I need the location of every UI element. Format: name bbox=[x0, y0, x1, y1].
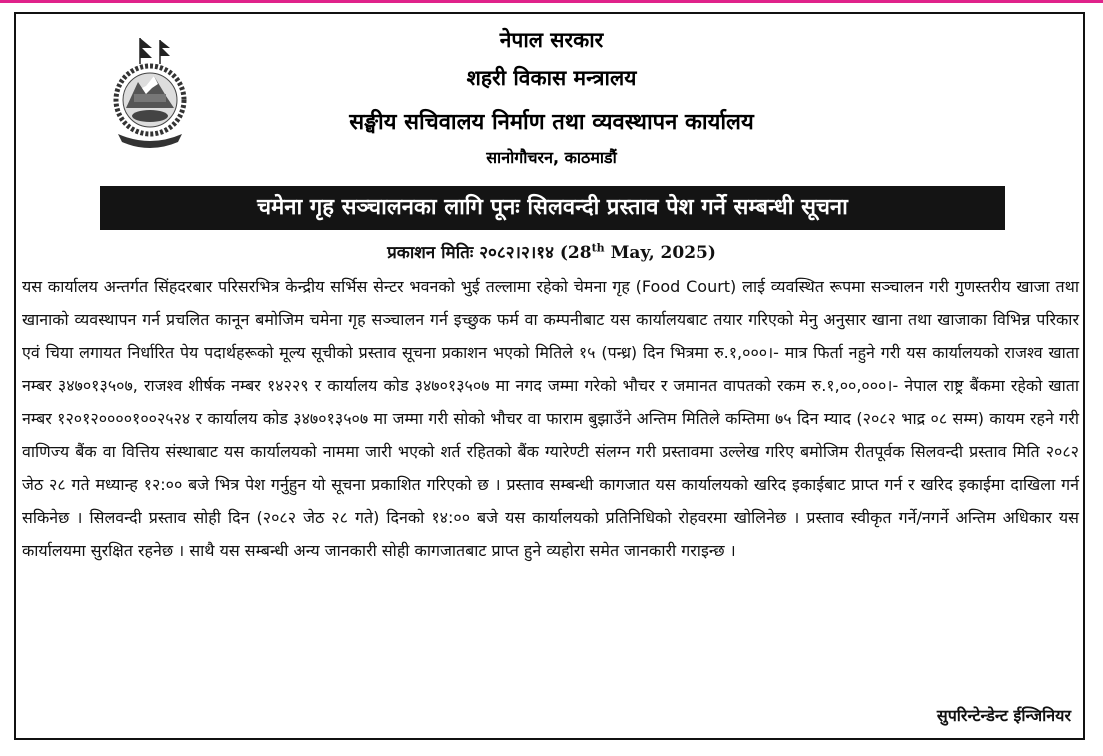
ministry-heading: शहरी विकास मन्त्रालय bbox=[466, 66, 637, 90]
office-heading: सङ्घीय सचिवालय निर्माण तथा व्यवस्थापन कार्यालय bbox=[349, 110, 754, 135]
office-location: सानोगौचरन, काठमाडौं bbox=[486, 148, 617, 167]
notice-body: यस कार्यालय अन्तर्गत सिंहदरबार परिसरभित्र केन्द्रीय सर्भिस सेन्टर भवनको भुई तल्लामा रहेको चेमना गृह (Food Court) लाई व्यवस्थित रूपमा सञ्चालन गरी गुणस्तरीय खाजा तथा खानाको व्यवस्थापन गर्न प्रचलित कानून बमोजिम चमेना गृह सञ्चालन गर्न इच्छुक फर्म वा कम्पनीबाट यस कार्यालयबाट तयार गरिएको मेनु अनुसार खाना तथा खाजाका विभिन्न परिकार एवं चिया लगायत निर्धारित पेय पदार्थहरूको मूल्य सूचीको प्रस्ताव सूचना प्रकाशन भएको मितिले १५ (पन्ध्र) दिन भित्रमा रु.१,०००।- मात्र फिर्ता नहुने गरी यस कार्यालयको राजश्व खाता नम्बर ३४७०१३५०७, राजश्व शीर्षक नम्बर १४२२९ र कार्यालय कोड ३४७०१३५०७ मा नगद जम्मा गरेको भौचर र जमानत वापतको रकम रु.१,००,०००।- नेपाल राष्ट्र बैंकमा रहेको खाता नम्बर १२०१२००००१००२५२४ र कार्यालय कोड ३४७०१३५०७ मा जम्मा गरी सोको भौचर वा फाराम बुझाउँने अन्तिम मितिले कम्तिमा ७५ दिन म्याद (२०८२ भाद्र ०८ सम्म) कायम रहने गरी वाणिज्य बैंक वा वित्तिय संस्थाबाट यस कार्यालयको नाममा जारी भएको शर्त रहितको बैंक ग्यारेण्टी संलग्न गरी प्रस्तावमा उल्लेख गरिए बमोजिम रीतपूर्वक सिलवन्दी प्रस्ताव मिति २०८२ जेठ २८ गते मध्यान्ह १२:०० बजे भित्र पेश गर्नुहुन यो सूचना प्रकाशित गरिएको छ । प्रस्ताव सम्बन्धी कागजात यस कार्यालयको खरिद इकाईबाट प्राप्त गर्न र खरिद इकाईमा दाखिला गर्न सकिनेछ । सिलवन्दी प्रस्ताव सोही दिन (२०८२ जेठ २८ गते) दिनको १४:०० बजे यस कार्यालयको प्रतिनिधिको रोहवरमा खोलिनेछ । प्रस्ताव स्वीकृत गर्ने/नगर्ने अन्तिम अधिकार यस कार्यालयमा सुरक्षित रहनेछ । साथै यस सम्बन्धी अन्य जानकारी सोही कागजातबाट प्राप्त हुने व्यहोरा समेत जानकारी गराइन्छ । bbox=[22, 277, 1079, 560]
publication-date-label: प्रकाशन मितिः bbox=[387, 243, 474, 263]
publication-date-ad-prefix: (28 bbox=[559, 243, 592, 263]
notice-title: चमेना गृह सञ्चालनका लागि पूनः सिलवन्दी प्रस्ताव पेश गर्ने सम्बन्धी सूचना bbox=[100, 186, 1005, 230]
top-accent-line bbox=[0, 0, 1103, 3]
signatory: सुपरिन्टेन्डेन्ट ईन्जिनियर bbox=[936, 706, 1071, 725]
publication-date bbox=[0, 240, 1103, 263]
government-heading: नेपाल सरकार bbox=[499, 28, 604, 52]
publication-date-ad-sup: th bbox=[591, 241, 605, 255]
publication-date-ad-suffix: May, 2025) bbox=[610, 243, 716, 263]
publication-date-bs: २०८२।२।१४ bbox=[479, 243, 554, 263]
